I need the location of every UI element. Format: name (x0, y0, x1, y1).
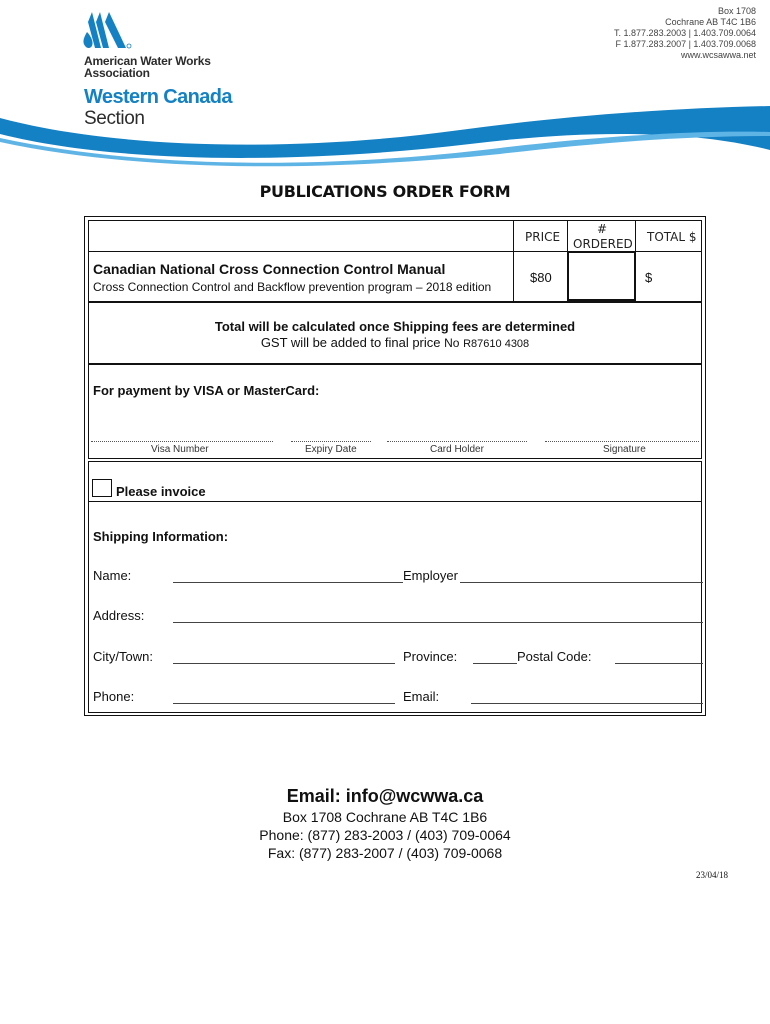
address-fax: F 1.877.283.2007 | 1.403.709.0068 (615, 39, 756, 49)
phone-field[interactable] (173, 703, 395, 704)
expiry-date-line[interactable] (291, 441, 371, 442)
quantity-input[interactable] (567, 251, 636, 301)
province-label: Province: (403, 649, 458, 664)
form-date: 23/04/18 (695, 870, 728, 880)
visa-number-line[interactable] (91, 441, 273, 442)
card-holder-line[interactable] (387, 441, 527, 442)
address-tel: T. 1.877.283.2003 | 1.403.709.0064 (614, 28, 756, 38)
signature-line[interactable] (545, 441, 699, 442)
address-box: Box 1708 (717, 6, 756, 16)
signature-label: Signature (603, 444, 646, 455)
product-price: $80 (530, 270, 552, 285)
notice-gst (85, 335, 705, 350)
gst-text: GST will be added to final price (260, 335, 441, 350)
postal-code-field[interactable] (615, 663, 703, 664)
invoice-label: Please invoice (116, 484, 206, 499)
employer-label: Employer (403, 568, 458, 583)
card-holder-label: Card Holder (430, 444, 484, 455)
order-form (84, 216, 706, 716)
address-label: Address: (93, 608, 145, 623)
email-field[interactable] (471, 703, 703, 704)
form-title: PUBLICATIONS ORDER FORM (259, 182, 511, 201)
awwa-logo (82, 10, 242, 52)
expiry-date-label: Expiry Date (305, 444, 357, 455)
payment-heading: For payment by VISA or MasterCard: (93, 383, 320, 398)
section-name: Western Canada (84, 86, 232, 108)
header-swoosh (0, 90, 770, 170)
contact-phone: Phone: (877) 283-2003 / (403) 709-0064 (259, 827, 511, 843)
contact-email: Email: info@wcwwa.ca (286, 786, 484, 806)
name-label: Name: (93, 568, 132, 583)
ordered-column-header: ORDERED (573, 237, 633, 251)
invoice-checkbox[interactable] (92, 479, 112, 497)
city-field[interactable] (173, 663, 395, 664)
address-city: Cochrane AB T4C 1B6 (665, 17, 756, 27)
org-name-line2: Association (84, 66, 150, 80)
section-word: Section (84, 108, 145, 129)
city-label: City/Town: (93, 649, 153, 664)
total-prefix: $ (645, 270, 653, 285)
product-description: Cross Connection Control and Backflow prevention program – 2018 edition (93, 280, 492, 294)
gst-number: R87610 4308 (463, 338, 530, 350)
contact-address: Box 1708 Cochrane AB T4C 1B6 (282, 809, 488, 825)
address-field[interactable] (173, 622, 703, 623)
org-name-line1: American Water Works (84, 54, 211, 68)
email-label: Email: (403, 689, 440, 704)
gst-no: No (444, 336, 460, 350)
address-web: www.wcsawwa.net (680, 50, 756, 60)
province-field[interactable] (473, 663, 517, 664)
total-column-header: TOTAL $ (647, 230, 697, 244)
phone-label: Phone: (93, 689, 135, 704)
product-name: Canadian National Cross Connection Control Manual (93, 261, 446, 277)
header-address (614, 6, 756, 61)
price-column-header: PRICE (525, 230, 561, 244)
shipping-heading: Shipping Information: (93, 529, 229, 544)
notice-total: Total will be calculated once Shipping fees are determined (214, 319, 576, 334)
ordered-column-hash: # (597, 222, 608, 236)
contact-fax: Fax: (877) 283-2007 / (403) 709-0068 (267, 845, 503, 861)
visa-number-label: Visa Number (151, 444, 209, 455)
postal-code-label: Postal Code: (517, 649, 592, 664)
